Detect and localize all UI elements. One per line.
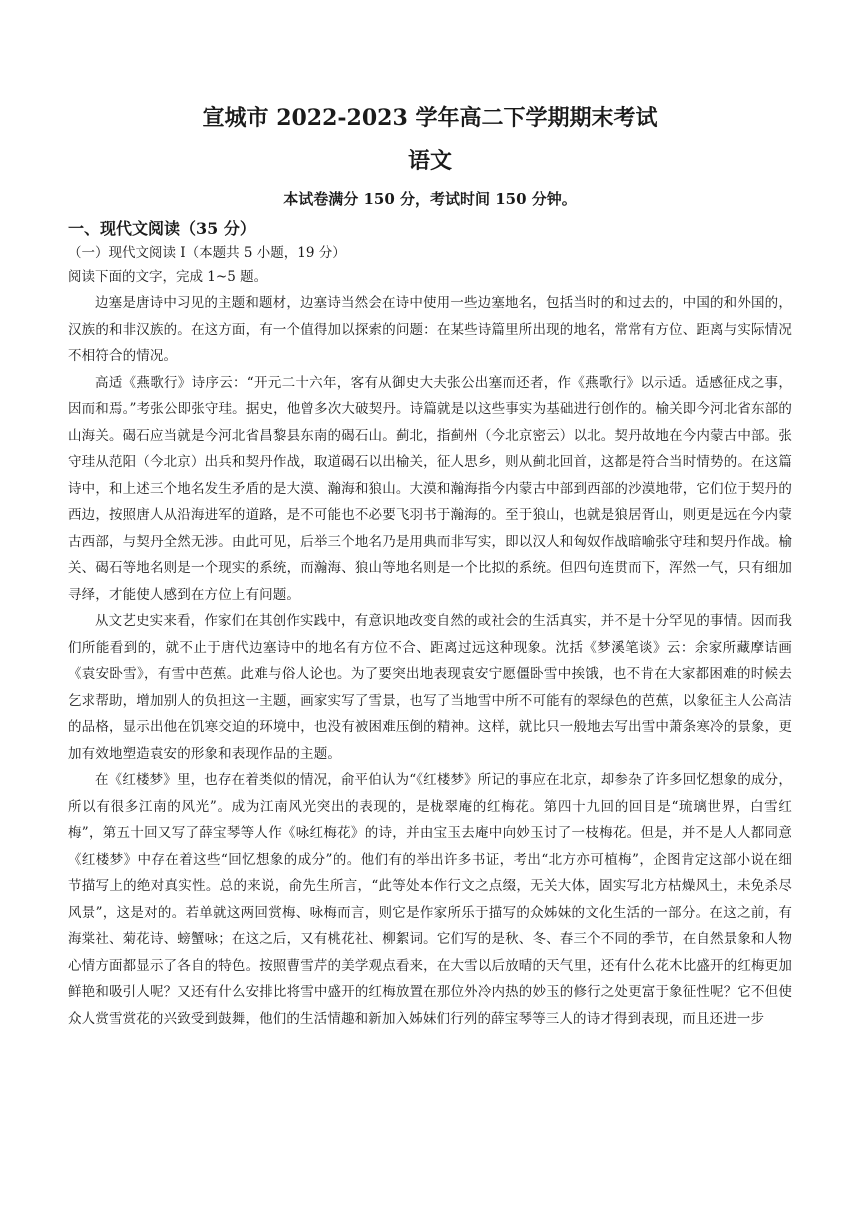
subject-title: 语文: [407, 148, 452, 174]
passage-paragraph-4: 在《红楼梦》里，也存在着类似的情况，俞平伯认为“《红楼梦》所记的事应在北京，却参杂了许多回忆想象的成分，所以有很多江南的风光”。成为江南风光突出的表现的，是栊翠庵的红梅花。第四十九回的回目是“琉璃世界，白雪红梅”，第五十回又写了薛宝琴等人作《咏红梅花》的诗，并由宝玉去庵中向妙玉讨了一枝梅花。但是，并不是人人都同意《红楼梦》中存在着这些“回忆想象的成分”的。他们有的举出许多书证，考出“北方亦可植梅”，企图肯定这部小说在细节描写上的绝对真实性。总的来说，俞先生所言，“此等处本作行文之点缀，无关大体，固实写北方枯燥风土，未免杀尽风景”，这是对的。若单就这两回赏梅、咏梅而言，则它是作家所乐于描写的众姊妹的文化生活的一部分。在这之前，有海棠社、菊花诗、螃蟹咏；在这之后，又有桃花社、柳絮词。它们写的是秋、冬、春三个不同的季节，在自然景象和人物心情方面都显示了各自的特色。按照曹雪芹的美学观点看来，在大雪以后放晴的天气里，还有什么花木比盛开的红梅更加鲜艳和吸引人呢？又还有什么安排比将雪中盛开的红梅放置在那位外冷内热的妙玉的修行之处更富于象征性呢？它不但使众人赏雪赏花的兴致受到鼓舞，他们的生活情趣和新加入姊妹们行列的薛宝琴等三人的诗才得到表现，而且还进一步: [68, 772, 792, 1027]
section-heading: 一、现代文阅读（35 分）: [68, 219, 256, 238]
reading-passage: [68, 290, 792, 1032]
sub-section-heading: （一）现代文阅读 I（本题共 5 小题，19 分）: [68, 245, 346, 261]
exam-title: 宣城市 2022-2023 学年高二下学期期末考试: [202, 105, 658, 131]
reading-instruction: 阅读下面的文字，完成 1~5 题。: [68, 269, 268, 285]
passage-paragraph-2: 高适《燕歌行》诗序云：“开元二十六年，客有从御史大夫张公出塞而还者，作《燕歌行》以示适。适感征戍之事，因而和焉。”考张公即张守珪。据史，他曾多次大破契丹。诗篇就是以这些事实为基础进行创作的。榆关即今河北省东部的山海关。碣石应当就是今河北省昌黎县东南的碣石山。蓟北，指蓟州（今北京密云）以北。契丹故地在今内蒙古中部。张守珪从范阳（今北京）出兵和契丹作战，取道碣石以出榆关，征人思乡，则从蓟北回首，这都是符合当时情势的。在这篇诗中，和上述三个地名发生矛盾的是大漠、瀚海和狼山。大漠和瀚海指今内蒙古中部到西部的沙漠地带，它们位于契丹的西边，按照唐人从沿海进军的道路，是不可能也不必要飞羽书于瀚海的。至于狼山，也就是狼居胥山，则更是远在今内蒙古西部，与契丹全然无涉。由此可见，后举三个地名乃是用典而非写实，即以汉人和匈奴作战暗喻张守珪和契丹作战。榆关、碣石等地名则是一个现实的系统，而瀚海、狼山等地名则是一个比拟的系统。但四句连贯而下，浑然一气，只有细加寻绎，才能使人感到在方位上有问题。: [68, 374, 792, 603]
passage-paragraph-1: 边塞是唐诗中习见的主题和题材，边塞诗当然会在诗中使用一些边塞地名，包括当时的和过去的，中国的和外国的，汉族的和非汉族的。在这方面，有一个值得加以探索的问题：在某些诗篇里所出现的地名，常常有方位、距离与实际情况不相符合的情况。: [68, 295, 792, 364]
exam-note: 本试卷满分 150 分，考试时间 150 分钟。: [283, 190, 577, 208]
passage-paragraph-3: 从文艺史实来看，作家们在其创作实践中，有意识地改变自然的或社会的生活真实，并不是十分罕见的事情。因而我们所能看到的，就不止于唐代边塞诗中的地名有方位不合、距离过远这种现象。沈括《梦溪笔谈》云：余家所藏摩诘画《袁安卧雪》，有雪中芭蕉。此难与俗人论也。为了要突出地表现袁安宁愿僵卧雪中挨饿，也不肯在大家都困难的时候去乞求帮助，增加别人的负担这一主题，画家实写了雪景，也写了当地雪中所不可能有的翠绿色的芭蕉，以象征主人公高洁的品格，显示出他在饥寒交迫的环境中，也没有被困难压倒的精神。这样，就比只一般地去写出雪中萧条寒冷的景象，更加有效地塑造袁安的形象和表现作品的主题。: [68, 613, 792, 762]
